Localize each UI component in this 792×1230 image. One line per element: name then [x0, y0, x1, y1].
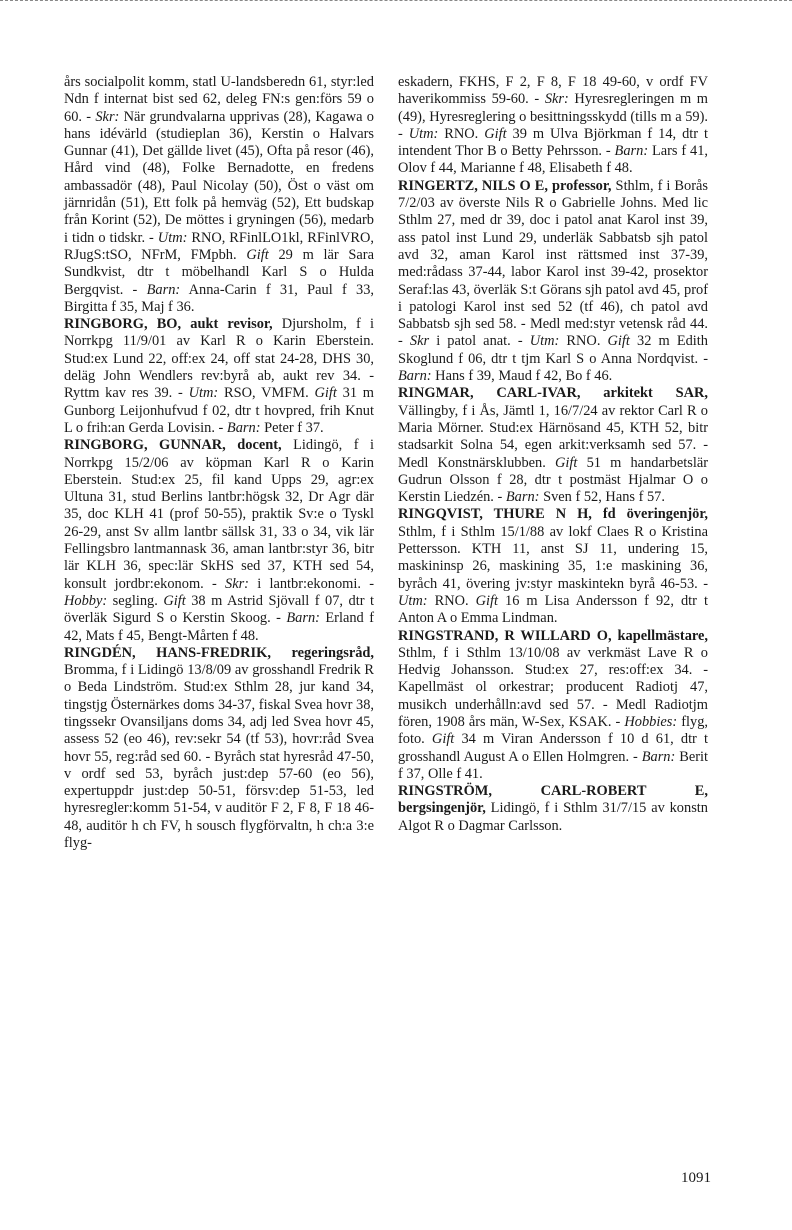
entry-headword: RINGMAR, CARL-IVAR, arkitekt SAR,	[398, 385, 708, 402]
entry-label: Barn:	[614, 143, 649, 160]
entry-label: Hobbies:	[624, 713, 678, 730]
entry-ringstrom-carl-robert	[398, 783, 708, 835]
entry-text: Bromma, f i Lidingö 13/8/09 av grosshandl Fredrik R o Beda Lindström. Stud:ex Sthlm 28, jur kand 34, tingstjg Östernärkes doms 34-37, fiskal Svea hovr 38, tingssekr Ovansiljans doms 34, adj led Svea hovr 45, assess 52 (eo 46), rev:sekr 54 (tf 53), hovr:råd Svea hovr 55, reg:råd sed 60. - Byråch stat hyresråd 47-50, v ordf sed 53, byråch just:dep 57-60 (eo 56), expertuppdr just:dep 50-51, försv:dep 51-53, led hyresregler:komm 51-54, v auditör F 2, F 8, F 18 46-48, auditör h ch FV, h sousch flygförvaltn, h ch:a 3:e flyg-	[64, 662, 374, 852]
entry-ringborg-bo	[64, 316, 374, 437]
entry-ringertz-nils	[398, 178, 708, 386]
entry-text: Lidingö, f i Norrkpg 15/2/06 av köpman Karl R o Karin Eberstein. Stud:ex 25, fil kand Upps 29, agr:ex Ultuna 31, stud Berlins lantbr:högsk 32, Dr Agr där 35, doc KLH 41 (prof 50-55), praktik Sv:e o Tyskl 26-29, anst Sv allm lantbr sällsk 31, 33 o 34, vik lär Fellingsbro lantmannask 36, aman lantbr:styr 36, bitr lär KLH 36, spec:lär SkHS sed 37, KTH sed 54, konsult jordbr:ekonom. - Skr: i lantbr:ekonomi. - Hobby: segling. Gift 38 m Astrid Sjövall f 07, dtr t överläk Sigurd S o Kerstin Skoog. - Barn: Erland f 42, Mats f 45, Bengt-Mårten f 48.	[64, 437, 374, 644]
entry-label: Skr:	[95, 108, 120, 125]
entry-text: års socialpolit komm, statl U-landsberedn 61, styr:led Ndn f internat bist sed 62, deleg FN:s gen:förs 59 o 60. - Skr: När grundvalarna upprivas (28), Kagawa o hans idévärld (studieplan 36), Kerstin o Halvars Gunnar (41), Det gällde livet (45), Ofta på resor (46), Hård vind (48), Folke Bernadotte, en fredens ambassadör (48), Paul Nicolay (50), Öst o väst om järnridån (51), Ett folk på hemväg (52), Ett budskap från Korint (52), De möttes i gryningen (56), medarb i tidn o tidskr. - Utm: RNO, RFinlLO1kl, RFinlVRO, RJugS:tSO, NFrM, FMpbh. Gift 29 m lär Sara Sundkvist, dtr t möbelhandl Karl S o Hulda Bergqvist. - Barn: Anna-Carin f 31, Paul f 33, Birgitta f 35, Maj f 36.	[64, 74, 375, 315]
entry-label: Barn:	[641, 748, 676, 765]
entry-headword: RINGSTRÖM, CARL-ROBERT E, bergsingenjör,	[398, 783, 708, 817]
entry-headword: RINGQVIST, THURE N H, fd överingenjör,	[398, 506, 708, 523]
entry-label: Gift	[484, 125, 513, 142]
right-column	[398, 74, 708, 835]
entry-ringmar-carl-ivar	[398, 385, 708, 506]
entry-label: Utm:	[157, 229, 188, 246]
entry-headword: RINGSTRAND, R WILLARD O, kapellmästare,	[398, 627, 708, 644]
entry-continuation	[398, 74, 708, 178]
entry-label: Skr:	[544, 91, 569, 108]
entry-label: Gift	[607, 333, 638, 350]
entry-text: Vällingby, f i Ås, Jämtl 1, 16/7/24 av rektor Carl R o Maria Mörner. Stud:ex Härnösand 45, KTH 52, bitr stadsarkit Solna 54, egen arkit:verksamh sed 57. - Medl Konstnärsklubben. Gift 51 m handarbetslär Gudrun Olsson f 28, dtr t postmäst Hjalmar O o Kerstin Liedzén. - Barn: Sven f 52, Hans f 57.	[398, 402, 708, 506]
entry-ringden-hans-fredrik	[64, 645, 374, 853]
entry-ringborg-gunnar	[64, 437, 374, 645]
entry-label: Utm:	[408, 125, 439, 142]
left-column	[64, 74, 374, 852]
entry-headword: RINGERTZ, NILS O E, professor,	[398, 177, 612, 194]
entry-label: Skr	[409, 333, 437, 350]
entry-label: Utm:	[398, 592, 428, 609]
entry-label: Gift	[163, 592, 192, 609]
entry-label: Gift	[475, 592, 505, 609]
entry-text: eskadern, FKHS, F 2, F 8, F 18 49-60, v ordf FV haverikommiss 59-60. - Skr: Hyresregleringen m m (49), Hyresreglering o besittningsskydd (tills m a 59). - Utm: RNO. Gift 39 m Ulva Björkman f 14, dtr t intendent Thor B o Betty Pehrsson. - Barn: Lars f 41, Olov f 44, Marianne f 48, Elisabeth f 48.	[398, 74, 708, 177]
entry-label: Gift	[314, 385, 343, 402]
entry-label: Hobby:	[64, 592, 108, 609]
entry-text: Sthlm, f i Sthlm 13/10/08 av verkmäst Lave R o Hedvig Johansson. Stud:ex 27, res:off:ex 34. - Kapellmäst ol orkestrar; producent Radiotj 47, musikch underhålln:avd sed 57. - Medl Radiotjm fören, 1908 års män, W-Sex, KSAK. - Hobbies: flyg, foto. Gift 34 m Viran Andersson f 10 d 61, dtr t grosshandl August A o Ellen Holmgren. - Barn: Berit f 37, Olle f 41.	[398, 644, 708, 782]
entry-label: Skr:	[225, 575, 249, 592]
entry-label: Gift	[431, 731, 462, 748]
entry-label: Barn:	[398, 368, 432, 385]
entry-text: Sthlm, f i Sthlm 15/1/88 av lokf Claes R o Kristina Pettersson. KTH 11, anst SJ 11, undering 15, maskininsp 26, maskining 35, 1:e maskining 36, byråch 41, övering jv:styr maskintekn byrå 46-53. - Utm: RNO. Gift 16 m Lisa Andersson f 92, dtr t Anton A o Emma Lindman.	[398, 523, 708, 627]
page-number: 1091	[681, 1170, 711, 1186]
entry-text: Sthlm, f i Borås 7/2/03 av överste Nils R o Gabrielle Johns. Med lic Sthlm 27, med dr 39, doc i patol anat Karol inst 39, ass patol inst Lund 29, underläk Sabbatsb sjh patol avd 32, aman Karol inst rättsmed inst 37-39, med:rådass 37-44, labor Karol inst 39-42, prosektor Seraf:las 43, överläk S:t Görans sjh patol avd 45, prof i patologi Karol inst sed 52 (tf 46), ch patol avd Sabbatsb sjh sed 58. - Medl med:styr vetensk råd 44. - Skr i patol anat. - Utm: RNO. Gift 32 m Edith Skoglund f 06, dtr t tjm Karl S o Anna Nordqvist. - Barn: Hans f 39, Maud f 42, Bo f 46.	[398, 177, 708, 385]
entry-continuation	[64, 74, 374, 316]
page-top-edge	[0, 0, 792, 2]
entry-text: Lidingö, f i Sthlm 31/7/15 av konstn Algot R o Dagmar Carlsson.	[398, 800, 708, 834]
entry-label: Utm:	[188, 385, 219, 402]
entry-ringstrand-willard	[398, 628, 708, 784]
entry-label: Barn:	[505, 489, 540, 506]
entry-headword: RINGBORG, GUNNAR, docent,	[64, 437, 282, 454]
entry-label: Utm:	[529, 333, 560, 350]
entry-ringqvist-thure	[398, 506, 708, 627]
entry-label: Barn:	[146, 281, 181, 298]
entry-label: Gift	[246, 246, 279, 263]
entry-label: Barn:	[226, 419, 261, 436]
entry-headword: RINGBORG, BO, aukt revisor,	[64, 316, 273, 333]
entry-headword: RINGDÉN, HANS-FREDRIK, regeringsråd,	[64, 644, 374, 661]
entry-text: Djursholm, f i Norrkpg 11/9/01 av Karl R o Karin Eberstein. Stud:ex Lund 22, off:ex 24, off stat 24-28, DHS 30, deläg John Wendlers rev:byrå ab, aukt rev 34. - Ryttm kav res 39. - Utm: RSO, VMFM. Gift 31 m Gunborg Leijonhufvud f 02, dtr t hovpred, frih Knut L o frih:an Gerda Lovisin. - Barn: Peter f 37.	[64, 316, 374, 436]
entry-label: Barn:	[286, 610, 320, 627]
entry-label: Gift	[555, 454, 587, 471]
